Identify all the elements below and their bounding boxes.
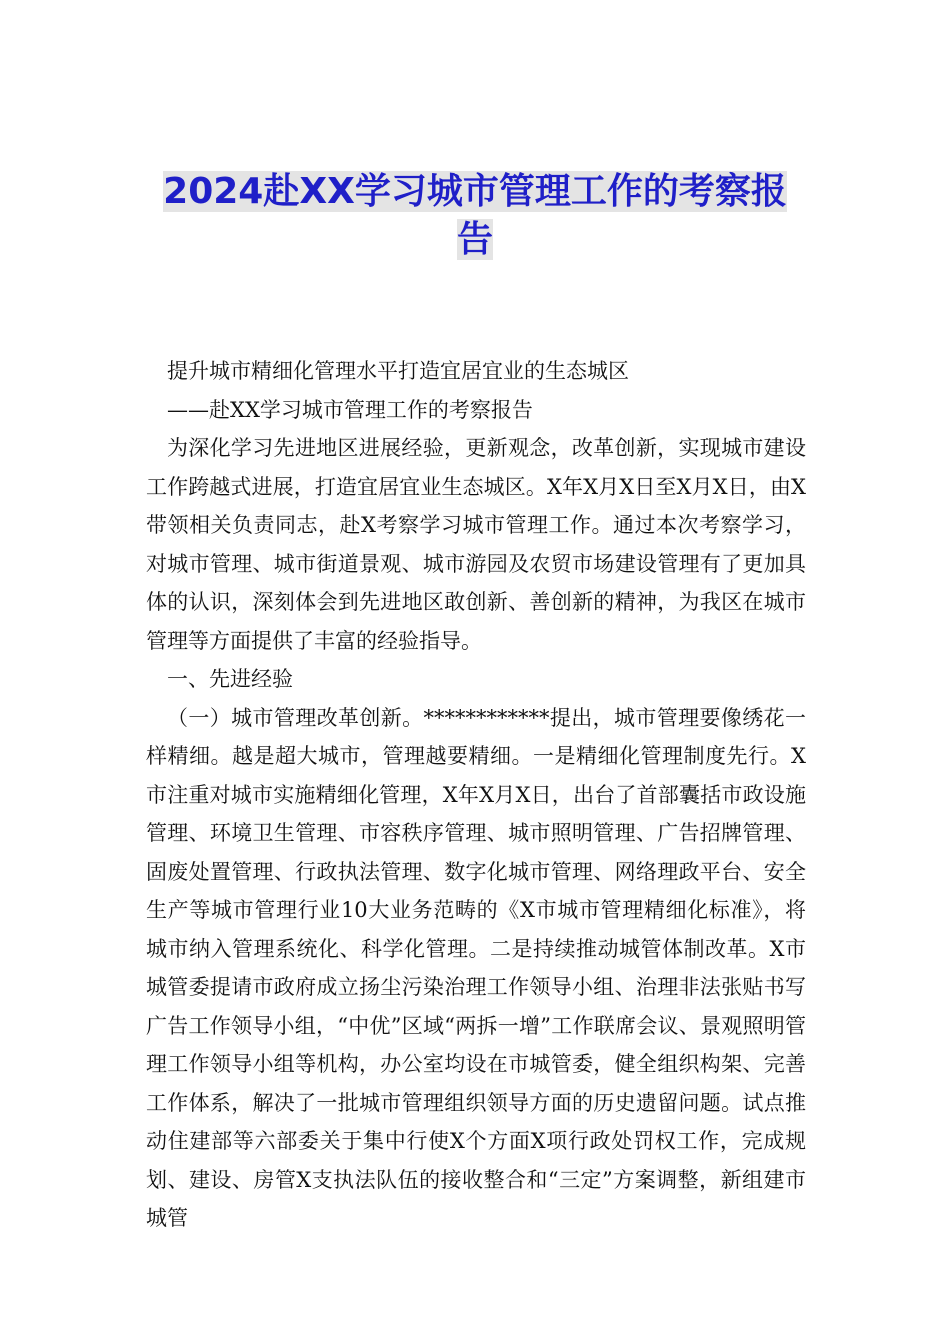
document-title (150, 168, 800, 264)
document-subtitle: 提升城市精细化管理水平打造宜居宜业的生态城区 (167, 359, 629, 383)
document-subtitle-line: ——赴XX学习城市管理工作的考察报告 (167, 397, 533, 422)
document-body (146, 352, 806, 1238)
section-heading: 一、先进经验 (167, 667, 293, 691)
body-paragraph: （一）城市管理改革创新。************提出，城市管理要像绣花一样精细。越是超大城市，管理越要精细。一是精细化管理制度先行。X市注重对城市实施精细化管理，X年X月X日，出台了首部囊括市政设施管理、环境卫生管理、市容秩序管理、城市照明管理、广告招牌管理、固废处置管理、行政执法管理、数字化城市管理、网络理政平台、安全生产等城市管理行业10大业务范畴的《X市城市管理精细化标准》，将城市纳入管理系统化、科学化管理。二是持续推动城管体制改革。X市城管委提请市政府成立扬尘污染治理工作领导小组、治理非法张贴书写广告工作领导小组，“中优”区域“两拆一增”工作联席会议、景观照明管理工作领导小组等机构，办公室均设在市城管委，健全组织构架、完善工作体系，解决了一批城市管理组织领导方面的历史遗留问题。试点推动住建部等六部委关于集中行使X个方面X项行政处罚权工作，完成规划、建设、房管X支执法队伍的接收整合和“三定”方案调整，新组建市城管 (146, 705, 806, 1230)
document-title-text: 2024赴XX学习城市管理工作的考察报告 (163, 171, 787, 260)
intro-paragraph: 为深化学习先进地区进展经验，更新观念，改革创新，实现城市建设工作跨越式进展，打造宜居宜业生态城区。X年X月X日至X月X日，由X带领相关负责同志，赴X考察学习城市管理工作。通过本次考察学习，对城市管理、城市街道景观、城市游园及农贸市场建设管理有了更加具体的认识，深刻体会到先进地区敢创新、善创新的精神，为我区在城市管理等方面提供了丰富的经验指导。 (146, 436, 806, 653)
